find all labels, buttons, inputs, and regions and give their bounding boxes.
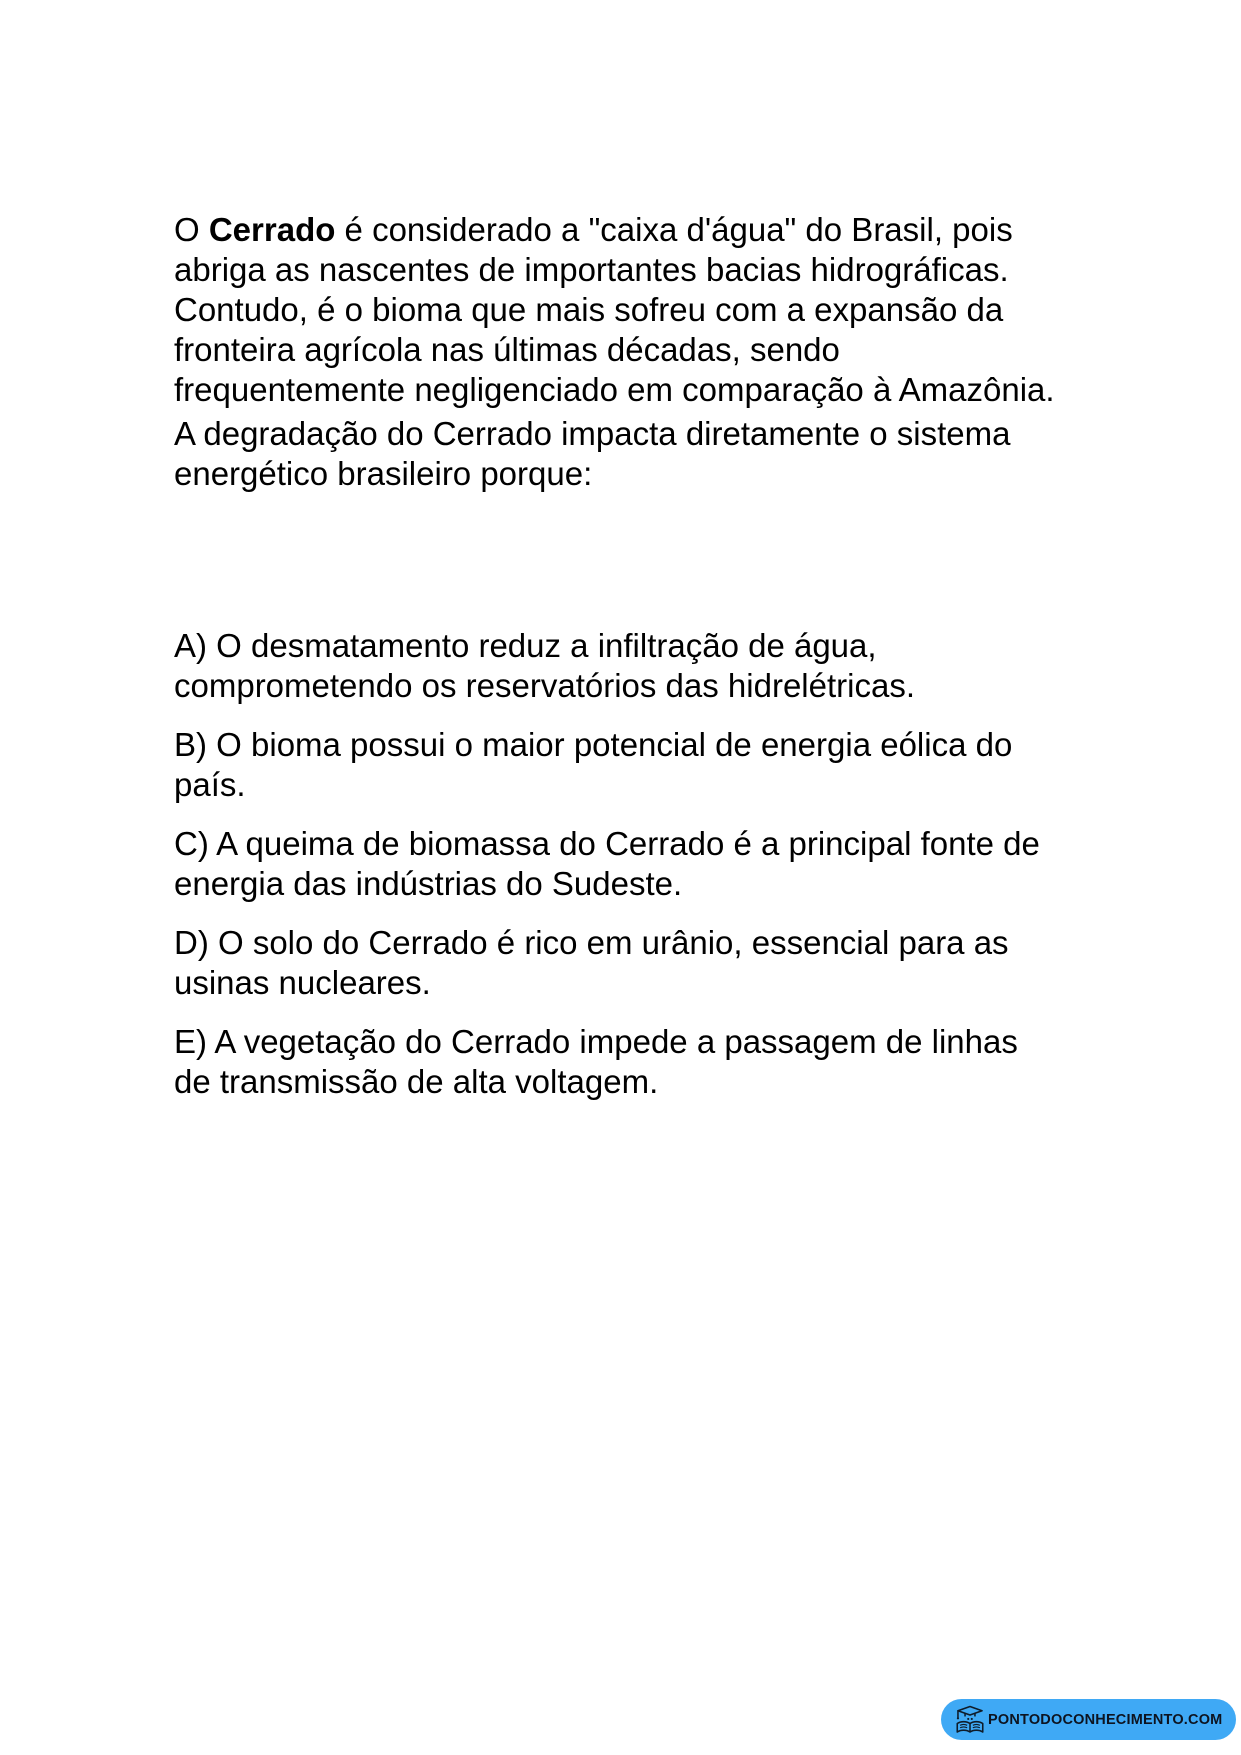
question-stem: A degradação do Cerrado impacta diretamente o sistema energético brasileiro porque: xyxy=(174,415,1011,492)
graduate-reading-book-icon xyxy=(953,1703,987,1737)
question-block xyxy=(174,210,1059,1121)
option-a: A) O desmatamento reduz a infiltração de água, comprometendo os reservatórios das hidrelétricas. xyxy=(174,627,916,704)
intro-rest: é considerado a "caixa d'água" do Brasil, pois abriga as nascentes de importantes bacias hidrográficas. Contudo, é o bioma que mais sofreu com a expansão da fronteira agrícola nas últimas décadas, sendo frequentemente negligenciado em comparação à Amazônia. xyxy=(174,211,1055,408)
option-d: D) O solo do Cerrado é rico em urânio, essencial para as usinas nucleares. xyxy=(174,924,1009,1001)
option-e: E) A vegetação do Cerrado impede a passagem de linhas de transmissão de alta voltagem. xyxy=(174,1023,1018,1100)
intro-lead: O xyxy=(174,211,209,248)
site-badge-label: PONTODOCONHECIMENTO.COM xyxy=(988,1711,1223,1728)
site-badge[interactable] xyxy=(941,1699,1236,1740)
option-c: C) A queima de biomassa do Cerrado é a principal fonte de energia das indústrias do Sudeste. xyxy=(174,825,1040,902)
blank-gap xyxy=(174,498,1059,626)
intro-bold-term: Cerrado xyxy=(208,211,336,248)
question-intro-paragraph xyxy=(174,210,1059,410)
option-b: B) O bioma possui o maior potencial de energia eólica do país. xyxy=(174,726,1013,803)
